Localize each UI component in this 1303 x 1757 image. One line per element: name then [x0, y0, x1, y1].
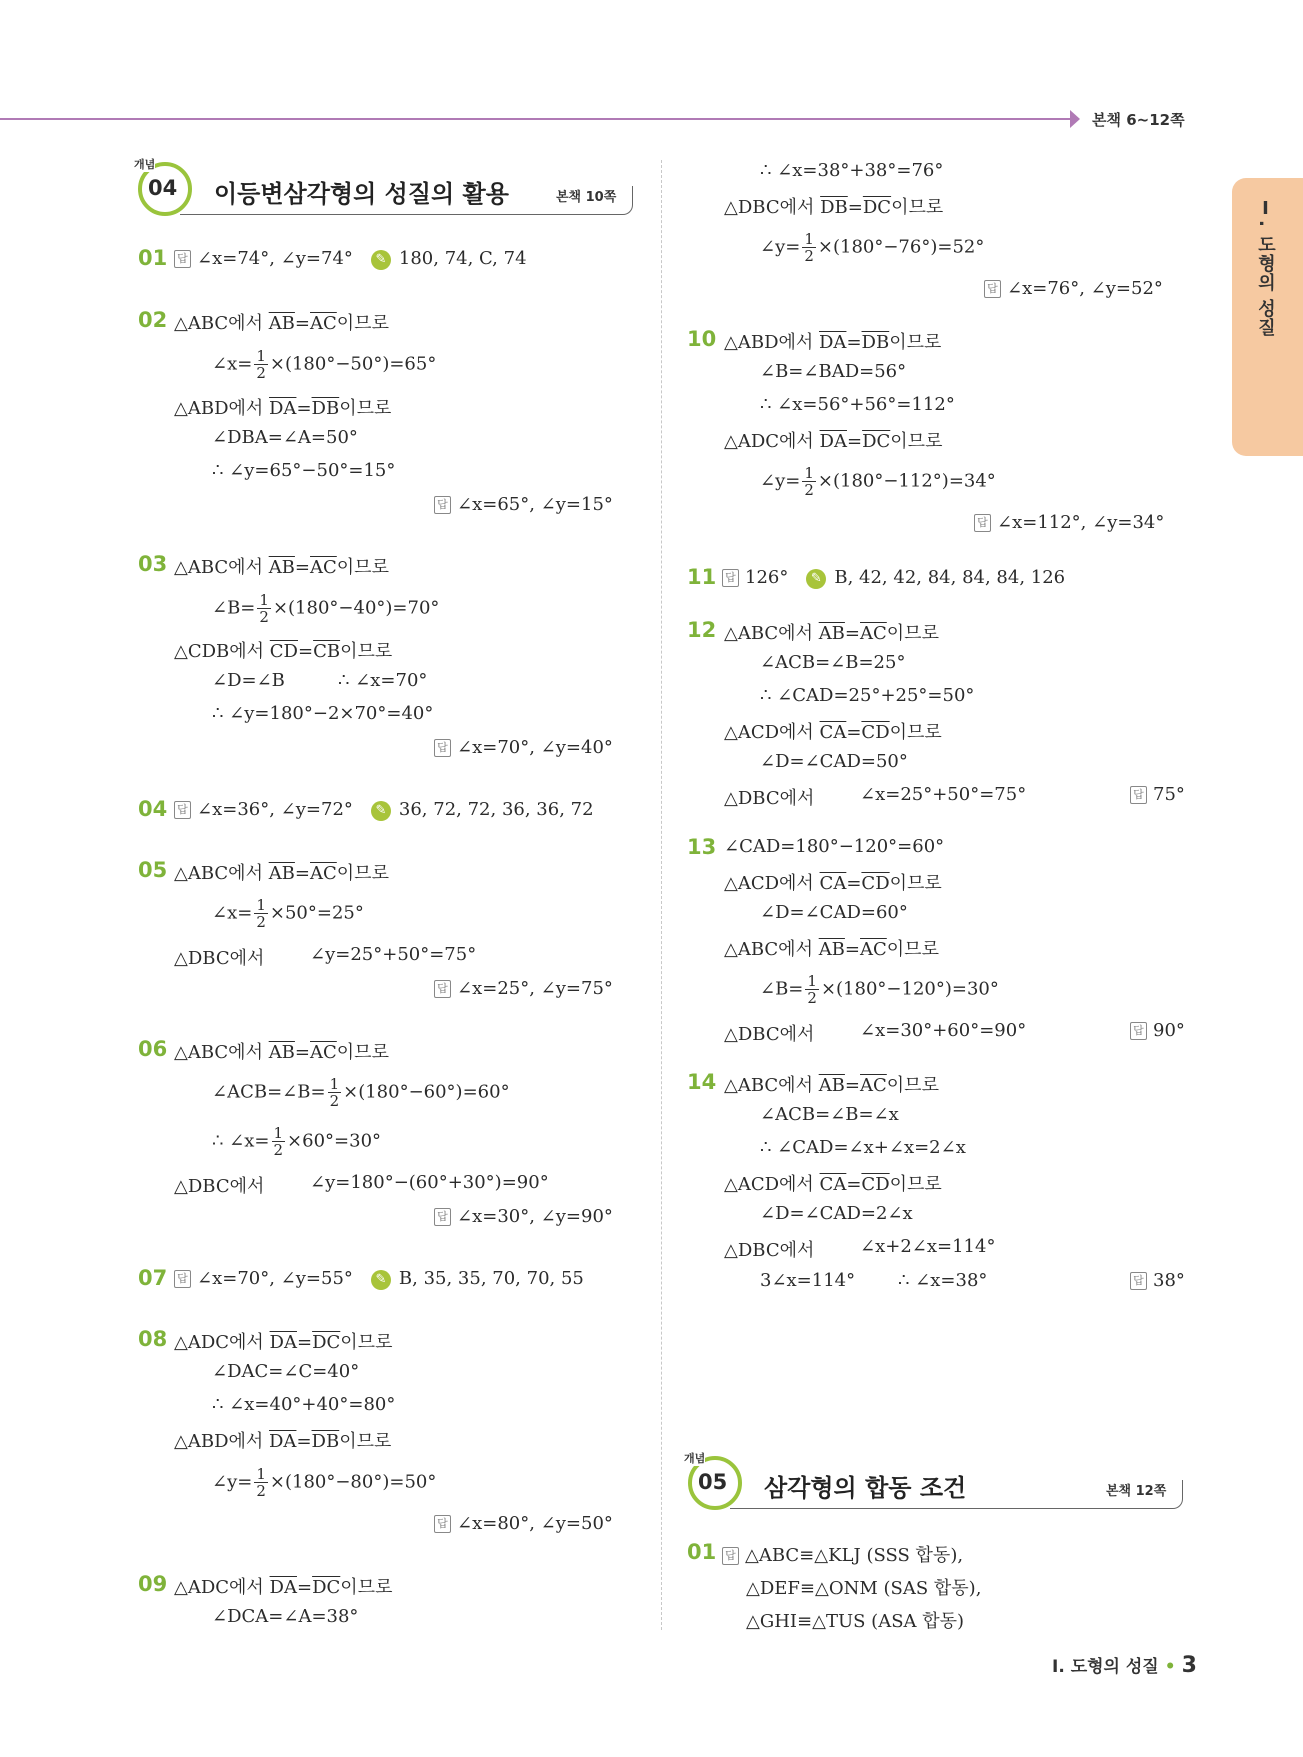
fraction: $\frac{1}{2}$: [804, 230, 814, 265]
fraction: $\frac{1}{2}$: [804, 464, 814, 499]
answer-line: [984, 278, 1163, 299]
solution-line: △ABC에서 $\overline{AB}=\overline{AC}$이므로: [724, 623, 939, 644]
answer-line: [434, 1206, 613, 1227]
arrow-right-icon: [1070, 110, 1080, 128]
solution-line: ∠x= $\frac{1}{2}$ ×50°=25°: [212, 896, 364, 931]
answer-text: ∠x=65°, ∠y=15°: [457, 494, 613, 515]
solution-line: ∴ ∠CAD=25°+25°=50°: [760, 685, 975, 706]
answer-text: ∠x=74°, ∠y=74°: [197, 248, 353, 269]
solution-line: △ACD에서 $\overline{CA}=\overline{CD}$이므로: [724, 873, 942, 894]
solution-line: △CDB에서 $\overline{CD}=\overline{CB}$이므로: [174, 641, 393, 662]
problem-number: 07: [138, 1266, 168, 1290]
answer-text: ∠x=70°, ∠y=40°: [457, 737, 613, 758]
answer-text: ∠x=112°, ∠y=34°: [997, 512, 1165, 533]
solution-line: ∠x+2∠x=114°: [860, 1236, 996, 1257]
fraction: $\frac{1}{2}$: [256, 896, 266, 931]
solution-line: △ABD에서 $\overline{DA}=\overline{DB}$이므로: [174, 398, 392, 419]
fraction: $\frac{1}{2}$: [259, 591, 269, 626]
solution-line: ∠x= $\frac{1}{2}$ ×(180°−50°)=65°: [212, 347, 437, 382]
answer-icon: 답: [1130, 786, 1147, 804]
answer-text: 38°: [1153, 1270, 1185, 1291]
solution-line: ∠D=∠CAD=2∠x: [760, 1203, 913, 1224]
answer-text: ∠x=76°, ∠y=52°: [1007, 278, 1163, 299]
solution-line: △ABC에서 $\overline{AB}=\overline{AC}$이므로: [174, 1042, 389, 1063]
problem-number: 11: [687, 565, 717, 589]
solution-line: △ABD에서 $\overline{DA}=\overline{DB}$이므로: [724, 332, 942, 353]
answer-line: [1130, 1020, 1185, 1041]
section-book-ref: 본책 12쪽: [1106, 1484, 1167, 1499]
solution-line: △DBC에서: [724, 1024, 815, 1045]
pencil-icon: ✎: [371, 250, 391, 270]
answer-icon: 답: [434, 1208, 451, 1226]
answer-line: [174, 1268, 584, 1290]
fraction: $\frac{1}{2}$: [256, 347, 266, 382]
column-divider: [661, 160, 662, 1630]
page-reference: 본책 6~12쪽: [1092, 111, 1185, 129]
solution-line: △ABC에서 $\overline{AB}=\overline{AC}$이므로: [174, 863, 389, 884]
answer-icon: 답: [1130, 1022, 1147, 1040]
solution-line: ∴ ∠CAD=∠x+∠x=2∠x: [760, 1137, 966, 1158]
answer-icon: 답: [174, 801, 191, 819]
answer-text: ∠x=80°, ∠y=50°: [457, 1513, 613, 1534]
problem-number: 06: [138, 1037, 168, 1061]
answer-icon: 답: [984, 280, 1001, 298]
section-title: 이등변삼각형의 성질의 활용: [214, 180, 509, 208]
problem-number: 03: [138, 552, 168, 576]
solution-line: ∠y= $\frac{1}{2}$ ×(180°−80°)=50°: [212, 1465, 437, 1500]
solution-line: △DBC에서: [724, 1240, 815, 1261]
pencil-icon: ✎: [806, 569, 826, 589]
answer-line: [1130, 784, 1185, 805]
problem-number: 04: [138, 797, 168, 821]
answer-text: ∠x=30°, ∠y=90°: [457, 1206, 613, 1227]
solution-line: △ABC에서 $\overline{AB}=\overline{AC}$이므로: [724, 939, 939, 960]
solution-line: △ADC에서 $\overline{DA}=\overline{DC}$이므로: [174, 1332, 393, 1353]
answer-line: [174, 248, 527, 270]
answer-icon: 답: [722, 569, 739, 587]
answer-text: ∠x=36°, ∠y=72°: [197, 799, 353, 820]
solution-line: ∠DCA=∠A=38°: [212, 1606, 359, 1627]
problem-number: 01: [687, 1540, 717, 1564]
solution-line: △DBC에서: [174, 1176, 265, 1197]
solution-line: ∠y= $\frac{1}{2}$ ×(180°−76°)=52°: [760, 230, 985, 265]
solution-line: ∴ ∠x= $\frac{1}{2}$ ×60°=30°: [212, 1124, 382, 1159]
answer-line: [722, 567, 1065, 589]
fraction: $\frac{1}{2}$: [256, 1465, 266, 1500]
solution-line: △GHI≡△TUS (ASA 합동): [746, 1611, 965, 1632]
problem-number: 10: [687, 327, 717, 351]
answer-icon: 답: [174, 1270, 191, 1288]
problem-number: 02: [138, 308, 168, 332]
solution-line: ∠D=∠B: [212, 670, 285, 691]
solution-line: ∠B= $\frac{1}{2}$ ×(180°−40°)=70°: [212, 591, 440, 626]
solution-line: ∠B= $\frac{1}{2}$ ×(180°−120°)=30°: [760, 972, 999, 1007]
answer-icon: 답: [434, 496, 451, 514]
answer-line: [722, 1541, 963, 1567]
solution-line: ∴ ∠x=38°: [898, 1270, 988, 1291]
solution-line: ∠D=∠CAD=60°: [760, 902, 908, 923]
solution-line: △DBC에서: [174, 948, 265, 969]
page-number: 3: [1181, 1653, 1197, 1678]
answer-text: 126°: [745, 567, 789, 588]
solution-line: △DBC에서: [724, 788, 815, 809]
section-header-05: [684, 1452, 1184, 1516]
solution-line: ∠ACB=∠B= $\frac{1}{2}$ ×(180°−60°)=60°: [212, 1075, 510, 1110]
fill-in-answers: 36, 72, 72, 36, 36, 72: [398, 799, 594, 820]
problem-number: 12: [687, 618, 717, 642]
answer-icon: 답: [722, 1547, 739, 1565]
answer-icon: 답: [434, 1515, 451, 1533]
header-rule: [0, 118, 1072, 120]
answer-icon: 답: [974, 514, 991, 532]
answer-text: ∠x=25°, ∠y=75°: [457, 978, 613, 999]
solution-line: ∠DBA=∠A=50°: [212, 427, 358, 448]
problem-number: 05: [138, 858, 168, 882]
solution-line: ∠DAC=∠C=40°: [212, 1361, 360, 1382]
footer-dot: •: [1164, 1657, 1176, 1677]
chapter-side-tab-label: Ⅰ. 도형의 성질: [1255, 198, 1276, 338]
answer-line: [434, 978, 613, 999]
problem-number: 01: [138, 246, 168, 270]
concept-badge-number: 04: [148, 176, 178, 200]
footer-chapter: Ⅰ. 도형의 성질: [1052, 1657, 1159, 1677]
section-book-ref: 본책 10쪽: [556, 190, 617, 205]
concept-badge-number: 05: [698, 1470, 728, 1494]
problem-number: 08: [138, 1327, 168, 1351]
concept-badge-label: 개념: [684, 1452, 706, 1465]
solution-line: ∠x=25°+50°=75°: [860, 784, 1027, 805]
pencil-icon: ✎: [371, 801, 391, 821]
solution-line: △ABC에서 $\overline{AB}=\overline{AC}$이므로: [724, 1075, 939, 1096]
fill-in-answers: B, 42, 42, 84, 84, 84, 126: [834, 567, 1066, 588]
solution-line: ∠B=∠BAD=56°: [760, 361, 907, 382]
page-footer: [1052, 1652, 1197, 1678]
answer-icon: 답: [1130, 1272, 1147, 1290]
solution-line: ∴ ∠x=70°: [338, 670, 428, 691]
solution-line: △ABD에서 $\overline{DA}=\overline{DB}$이므로: [174, 1431, 392, 1452]
solution-line: ∴ ∠x=38°+38°=76°: [760, 160, 944, 181]
problem-number: 14: [687, 1070, 717, 1094]
fill-in-answers: 180, 74, C, 74: [398, 248, 527, 269]
solution-line: ∠y=25°+50°=75°: [310, 944, 477, 965]
fraction: $\frac{1}{2}$: [273, 1124, 284, 1159]
solution-line: ∴ ∠x=56°+56°=112°: [760, 394, 955, 415]
solution-line: ∴ ∠x=40°+40°=80°: [212, 1394, 396, 1415]
solution-line: △ACD에서 $\overline{CA}=\overline{CD}$이므로: [724, 722, 942, 743]
answer-icon: 답: [434, 739, 451, 757]
solution-line: △ADC에서 $\overline{DA}=\overline{DC}$이므로: [724, 431, 943, 452]
solution-line: ∠y= $\frac{1}{2}$ ×(180°−112°)=34°: [760, 464, 996, 499]
answer-line: [434, 1513, 613, 1534]
solution-line: 3∠x=114°: [760, 1270, 856, 1291]
solution-line: △DBC에서 $\overline{DB}=\overline{DC}$이므로: [724, 197, 944, 218]
problem-number: 13: [687, 835, 717, 859]
answer-icon: 답: [434, 980, 451, 998]
solution-line: △DEF≡△ONM (SAS 합동),: [746, 1578, 982, 1599]
answer-line: [174, 799, 594, 821]
section-underline: [730, 1480, 1183, 1509]
answer-line: [974, 512, 1164, 533]
solution-line: ∠x=30°+60°=90°: [860, 1020, 1027, 1041]
answer-line: [1130, 1270, 1185, 1291]
pencil-icon: ✎: [371, 1270, 391, 1290]
solution-line: ∠ACB=∠B=25°: [760, 652, 906, 673]
fraction: $\frac{1}{2}$: [807, 972, 817, 1007]
solution-line: ∠CAD=180°−120°=60°: [724, 836, 945, 857]
solution-line: ∠ACB=∠B=∠x: [760, 1104, 899, 1125]
section-title: 삼각형의 합동 조건: [764, 1474, 967, 1502]
answer-text: △ABC≡△KLJ (SSS 합동),: [745, 1545, 964, 1566]
solution-line: △ACD에서 $\overline{CA}=\overline{CD}$이므로: [724, 1174, 942, 1195]
solution-line: ∴ ∠y=65°−50°=15°: [212, 460, 396, 481]
answer-text: 75°: [1153, 784, 1185, 805]
answer-icon: 답: [174, 250, 191, 268]
solution-line: ∴ ∠y=180°−2×70°=40°: [212, 703, 434, 724]
answer-text: 90°: [1153, 1020, 1185, 1041]
fraction: $\frac{1}{2}$: [329, 1075, 340, 1110]
answer-line: [434, 737, 613, 758]
solution-line: ∠D=∠CAD=50°: [760, 751, 908, 772]
concept-badge-label: 개념: [134, 158, 156, 171]
solution-line: △ABC에서 $\overline{AB}=\overline{AC}$이므로: [174, 557, 389, 578]
solution-line: ∠y=180°−(60°+30°)=90°: [310, 1172, 549, 1193]
section-header-04: [134, 158, 634, 222]
problem-number: 09: [138, 1572, 168, 1596]
solution-line: △ADC에서 $\overline{DA}=\overline{DC}$이므로: [174, 1577, 393, 1598]
answer-text: ∠x=70°, ∠y=55°: [197, 1268, 353, 1289]
fill-in-answers: B, 35, 35, 70, 70, 55: [398, 1268, 584, 1289]
solution-line: △ABC에서 $\overline{AB}=\overline{AC}$이므로: [174, 313, 389, 334]
answer-line: [434, 494, 613, 515]
section-underline: [180, 186, 633, 215]
